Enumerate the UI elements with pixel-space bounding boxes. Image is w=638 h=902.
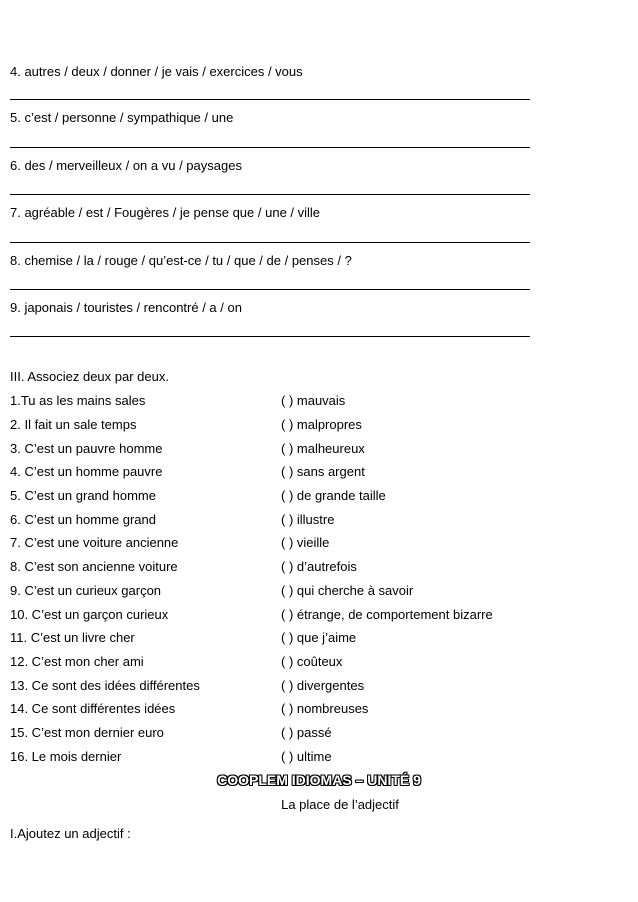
pair-left-16: 16. Le mois dernier bbox=[10, 749, 122, 764]
section-3-heading: III. Associez deux par deux. bbox=[10, 369, 169, 384]
pair-right-4: ( ) sans argent bbox=[281, 464, 365, 479]
pair-right-15: ( ) passé bbox=[281, 725, 332, 740]
pair-left-8: 8. C’est son ancienne voiture bbox=[10, 559, 178, 574]
pair-right-11: ( ) que j’aime bbox=[281, 630, 357, 645]
pair-left-9: 9. C’est un curieux garçon bbox=[10, 583, 162, 598]
pair-right-7: ( ) vieille bbox=[281, 535, 330, 550]
unit-title: COOPLEM IDIOMAS – UNITÉ 9 bbox=[217, 772, 421, 788]
pair-left-10: 10. C’est un garçon curieux bbox=[10, 607, 169, 622]
pair-left-7: 7. C’est une voiture ancienne bbox=[10, 535, 179, 550]
reorder-item-8: 8. chemise / la / rouge / qu’est-ce / tu / que / de / penses / ? bbox=[10, 253, 352, 268]
reorder-item-9: 9. japonais / touristes / rencontré / a / on bbox=[10, 300, 242, 315]
pair-right-1: ( ) mauvais bbox=[281, 393, 346, 408]
pair-right-2: ( ) malpropres bbox=[281, 417, 362, 432]
reorder-item-5: 5. c’est / personne / sympathique / une bbox=[10, 110, 234, 125]
pair-left-2: 2. Il fait un sale temps bbox=[10, 417, 137, 432]
pair-right-3: ( ) malheureux bbox=[281, 441, 365, 456]
answer-line bbox=[10, 289, 530, 290]
pair-right-16: ( ) ultime bbox=[281, 749, 332, 764]
pair-right-13: ( ) divergentes bbox=[281, 678, 365, 693]
answer-line bbox=[10, 242, 530, 243]
reorder-item-6: 6. des / merveilleux / on a vu / paysages bbox=[10, 158, 242, 173]
pair-left-11: 11. C’est un livre cher bbox=[10, 630, 135, 645]
pair-right-10: ( ) étrange, de comportement bizarre bbox=[281, 607, 493, 622]
section-1-heading: I.Ajoutez un adjectif : bbox=[10, 826, 131, 841]
answer-line bbox=[10, 99, 530, 100]
pair-left-5: 5. C’est un grand homme bbox=[10, 488, 156, 503]
pair-left-4: 4. C’est un homme pauvre bbox=[10, 464, 163, 479]
reorder-item-7: 7. agréable / est / Fougères / je pense que / une / ville bbox=[10, 205, 321, 220]
pair-right-9: ( ) qui cherche à savoir bbox=[281, 583, 414, 598]
answer-line bbox=[10, 147, 530, 148]
pair-left-6: 6. C’est un homme grand bbox=[10, 512, 156, 527]
pair-left-13: 13. Ce sont des idées différentes bbox=[10, 678, 200, 693]
pair-left-14: 14. Ce sont différentes idées bbox=[10, 701, 176, 716]
answer-line bbox=[10, 194, 530, 195]
pair-right-5: ( ) de grande taille bbox=[281, 488, 386, 503]
pair-right-6: ( ) illustre bbox=[281, 512, 335, 527]
reorder-item-4: 4. autres / deux / donner / je vais / exercices / vous bbox=[10, 64, 303, 79]
pair-left-1: 1.Tu as les mains sales bbox=[10, 393, 146, 408]
answer-line bbox=[10, 336, 530, 337]
pair-left-15: 15. C’est mon dernier euro bbox=[10, 725, 164, 740]
pair-right-12: ( ) coûteux bbox=[281, 654, 343, 669]
pair-left-3: 3. C’est un pauvre homme bbox=[10, 441, 163, 456]
pair-right-8: ( ) d’autrefois bbox=[281, 559, 357, 574]
unit-subtitle: La place de l’adjectif bbox=[281, 797, 399, 812]
pair-right-14: ( ) nombreuses bbox=[281, 701, 369, 716]
pair-left-12: 12. C’est mon cher ami bbox=[10, 654, 144, 669]
